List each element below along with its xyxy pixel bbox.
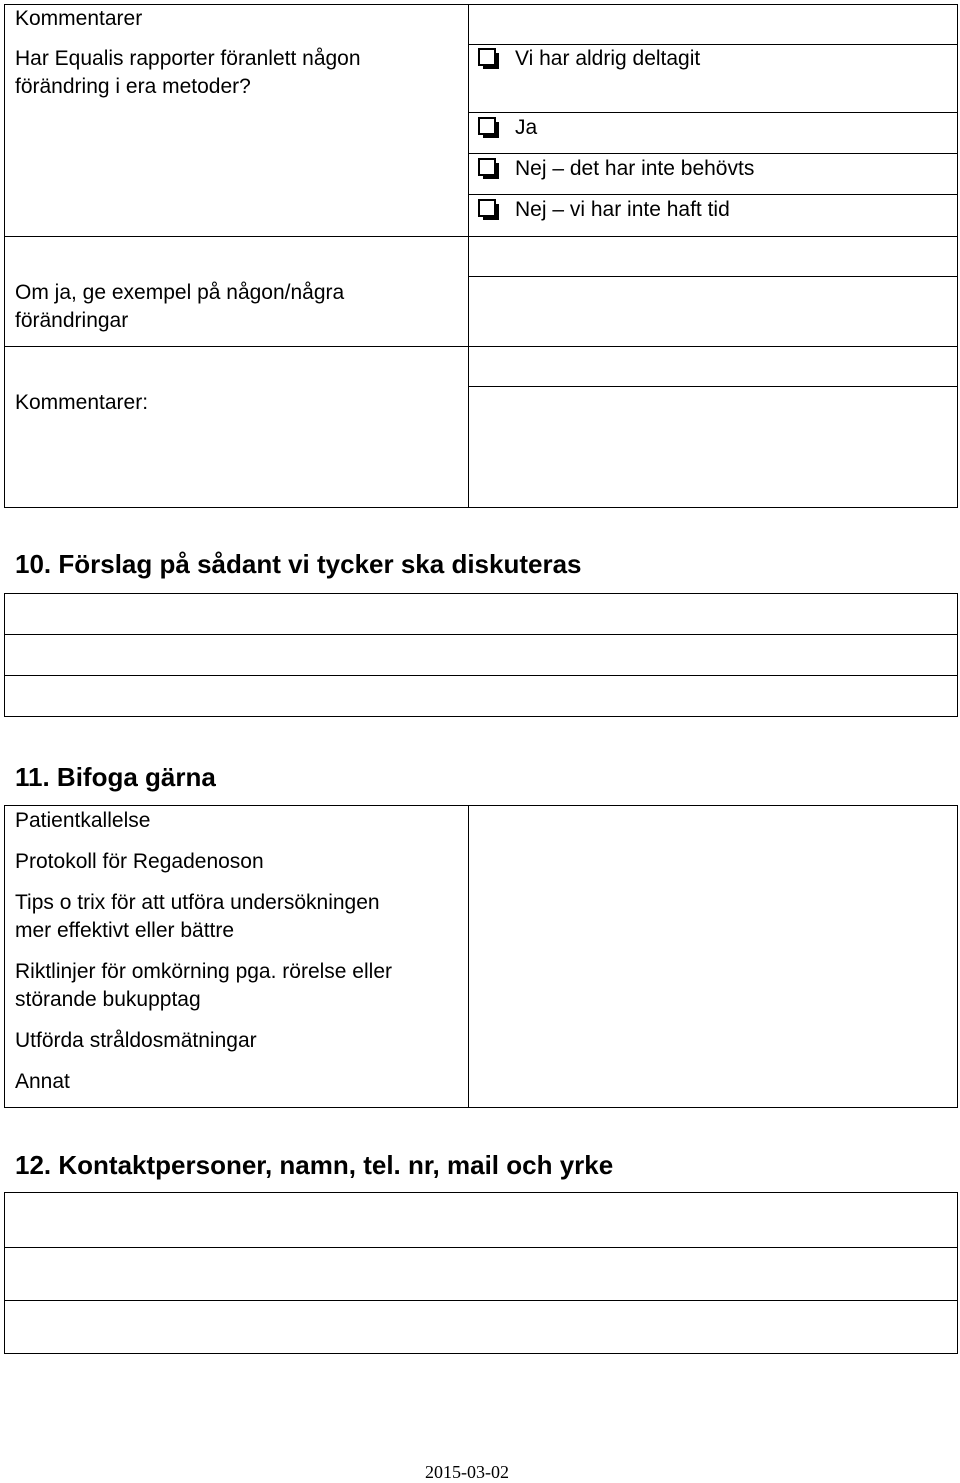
suggestion-field-1[interactable]	[5, 594, 957, 634]
section-10-title: 10. Förslag på sådant vi tycker ska diskuteras	[15, 549, 582, 579]
row-line	[4, 236, 958, 237]
examples-line-2: förändringar	[15, 309, 129, 332]
row-line	[468, 153, 958, 154]
attachment-item: Annat	[15, 1070, 70, 1093]
attachment-item: Patientkallelse	[15, 809, 151, 832]
attachment-field[interactable]	[469, 806, 957, 1107]
examples-line-1: Om ja, ge exempel på någon/några	[15, 281, 345, 304]
row-line	[468, 194, 958, 195]
checkbox-icon[interactable]	[478, 48, 500, 70]
contact-field-2[interactable]	[5, 1248, 957, 1300]
checkbox-icon[interactable]	[478, 158, 500, 180]
option-no-not-needed: Nej – det har inte behövts	[515, 157, 755, 180]
row-line	[468, 386, 958, 387]
comments-label: Kommentarer:	[15, 391, 149, 414]
attachment-item: Utförda stråldosmätningar	[15, 1029, 257, 1052]
section-11-title: 11. Bifoga gärna	[15, 762, 216, 792]
row-line	[468, 112, 958, 113]
table-border-bottom	[4, 507, 958, 508]
contact-field-1[interactable]	[5, 1193, 957, 1247]
option-yes: Ja	[515, 116, 538, 139]
attachment-item: Protokoll för Regadenoson	[15, 850, 264, 873]
option-never-participated: Vi har aldrig deltagit	[515, 47, 701, 70]
section-12-title: 12. Kontaktpersoner, namn, tel. nr, mail och yrke	[15, 1150, 614, 1180]
row-line	[4, 346, 958, 347]
attachment-item: Tips o trix för att utföra undersökningen	[15, 891, 380, 914]
attachment-item-cont: mer effektivt eller bättre	[15, 919, 235, 942]
checkbox-icon[interactable]	[478, 117, 500, 139]
footer-date: 2015-03-02	[425, 1462, 509, 1482]
checkbox-icon[interactable]	[478, 199, 500, 221]
table-border-top	[4, 4, 958, 5]
table-border-left	[4, 4, 5, 508]
row-line	[468, 276, 958, 277]
question-line-2: förändring i era metoder?	[15, 75, 251, 98]
suggestion-field-2[interactable]	[5, 635, 957, 675]
option-no-no-time: Nej – vi har inte haft tid	[515, 198, 730, 221]
attachment-item: Riktlinjer för omkörning pga. rörelse eller	[15, 960, 392, 983]
question-line-1: Har Equalis rapporter föranlett någon	[15, 47, 361, 70]
comments-header: Kommentarer	[15, 7, 143, 30]
attachment-item-cont: störande bukupptag	[15, 988, 201, 1011]
table-column-divider	[468, 4, 469, 508]
table-border-right	[957, 4, 958, 508]
contact-field-3[interactable]	[5, 1301, 957, 1353]
suggestion-field-3[interactable]	[5, 676, 957, 716]
